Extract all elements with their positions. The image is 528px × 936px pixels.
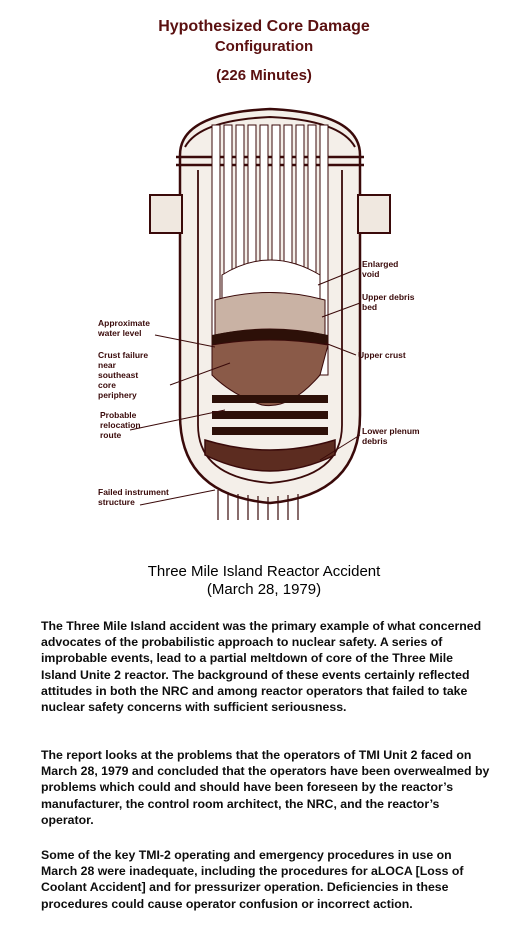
label-crust-failure <box>98 350 148 400</box>
body-paragraph-1: The Three Mile Island accident was the primary example of what concerned advocates of the probabilistic approach to nuclear safety. A series of improbable events, lead to a partial meltdown of core of the Three Mile Island Unite 2 reactor. The background of these events certainly reflected attitudes in both the NRC and among reactor operators that failed to take nuclear safety concerns with sufficient seriousness. <box>41 619 482 715</box>
label-line: periphery <box>98 390 137 400</box>
inlet-nozzle-left <box>150 195 182 233</box>
diagram-title: Hypothesized Core Damage <box>158 18 370 35</box>
body-paragraph-2: The report looks at the problems that the operators of TMI Unit 2 faced on March 28, 1979 and concluded that the operators have been overwealmed by problems which could and should have been foreseen by the reactor’s manufacturer, the control room architect, the NRC, and the reactor’s operator. <box>41 748 490 827</box>
label-enlarged-void <box>362 259 398 279</box>
label-line: Enlarged <box>362 259 399 269</box>
diagram-title-line2: Configuration <box>214 38 314 55</box>
reactor-vessel-diagram <box>0 95 528 525</box>
label-line: Crust failure <box>98 350 149 360</box>
body-paragraph-3: Some of the key TMI-2 operating and emergency procedures in use on March 28 were inadequate, including the procedures for aLOCA [Loss of Coolant Accident] and for pressurizer operation. Deficiencies in these procedures could cause operator confusion or incorrect action. <box>41 848 464 911</box>
label-line: southeast <box>98 370 139 380</box>
label-line: debris <box>362 436 388 446</box>
lower-fuel-bands <box>212 395 328 435</box>
label-line: void <box>362 269 380 279</box>
label-upper-crust <box>358 350 406 360</box>
label-upper-debris-bed <box>362 292 415 312</box>
label-line: route <box>100 430 122 440</box>
label-line: Lower plenum <box>362 426 420 436</box>
label-line: Failed instrument <box>98 487 169 497</box>
label-line: Approximate <box>98 318 150 328</box>
diagram-subtitle: (226 Minutes) <box>216 67 312 84</box>
label-line: bed <box>362 302 378 312</box>
label-lower-plenum-debris <box>362 426 420 446</box>
outlet-nozzle-right <box>358 195 390 233</box>
label-line: water level <box>98 328 142 338</box>
label-line: Upper crust <box>358 350 406 360</box>
label-line: near <box>98 360 116 370</box>
label-failed-instrument-structure <box>98 487 169 507</box>
caption-title: Three Mile Island Reactor Accident <box>147 563 381 580</box>
caption-date: (March 28, 1979) <box>206 581 322 598</box>
label-line: core <box>98 380 116 390</box>
label-line: relocation <box>100 420 141 430</box>
label-approximate-water-level <box>97 318 150 338</box>
label-line: Upper debris <box>362 292 415 302</box>
label-probable-relocation-route <box>100 410 141 440</box>
label-line: structure <box>98 497 135 507</box>
upper-debris-bed <box>215 293 325 336</box>
label-line: Probable <box>100 410 137 420</box>
